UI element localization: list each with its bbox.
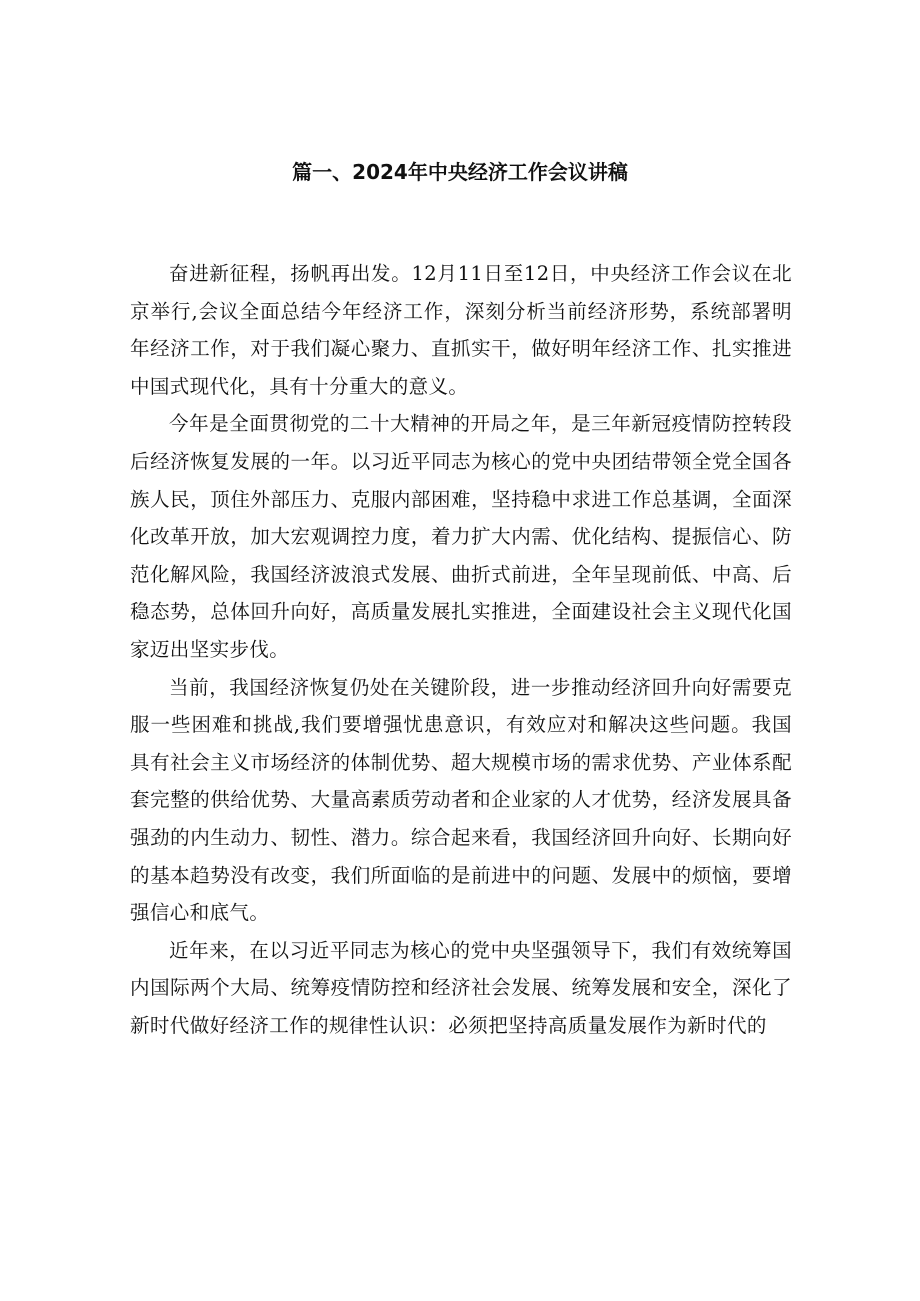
paragraph-2: 今年是全面贯彻党的二十大精神的开局之年，是三年新冠疫情防控转段后经济恢复发展的一年。以习近平同志为核心的党中央团结带领全党全国各族人民，顶住外部压力、克服内部困难，坚持稳中求进工作总基调，全面深化改革开放，加大宏观调控力度，着力扩大内需、优化结构、提振信心、防范化解风险，我国经济波浪式发展、曲折式前进，全年呈现前低、中高、后稳态势，总体回升向好，高质量发展扎实推进，全面建设社会主义现代化国家迈出坚实步伐。	[130, 412, 792, 661]
document-body	[130, 255, 792, 1044]
paragraph-4: 近年来，在以习近平同志为核心的党中央坚强领导下，我们有效统筹国内国际两个大局、统筹疫情防控和经济社会发展、统筹发展和安全，深化了新时代做好经济工作的规律性认识：必须把坚持高质量发展作为新时代的	[130, 938, 792, 1037]
paragraph-1: 奋进新征程，扬帆再出发。12月11日至12日，中央经济工作会议在北京举行,会议全面总结今年经济工作，深刻分析当前经济形势，系统部署明年经济工作，对于我们凝心聚力、直抓实干，做好明年经济工作、扎实推进中国式现代化，具有十分重大的意义。	[130, 262, 792, 398]
paragraph-3: 当前，我国经济恢复仍处在关键阶段，进一步推动经济回升向好需要克服一些困难和挑战,我们要增强忧患意识，有效应对和解决这些问题。我国具有社会主义市场经济的体制优势、超大规模市场的需求优势、产业体系配套完整的供给优势、大量高素质劳动者和企业家的人才优势，经济发展具备强劲的内生动力、韧性、潜力。综合起来看，我国经济回升向好、长期向好的基本趋势没有改变，我们所面临的是前进中的问题、发展中的烦恼，要增强信心和底气。	[130, 675, 792, 925]
document-title: 篇一、2024年中央经济工作会议讲稿	[292, 160, 628, 184]
